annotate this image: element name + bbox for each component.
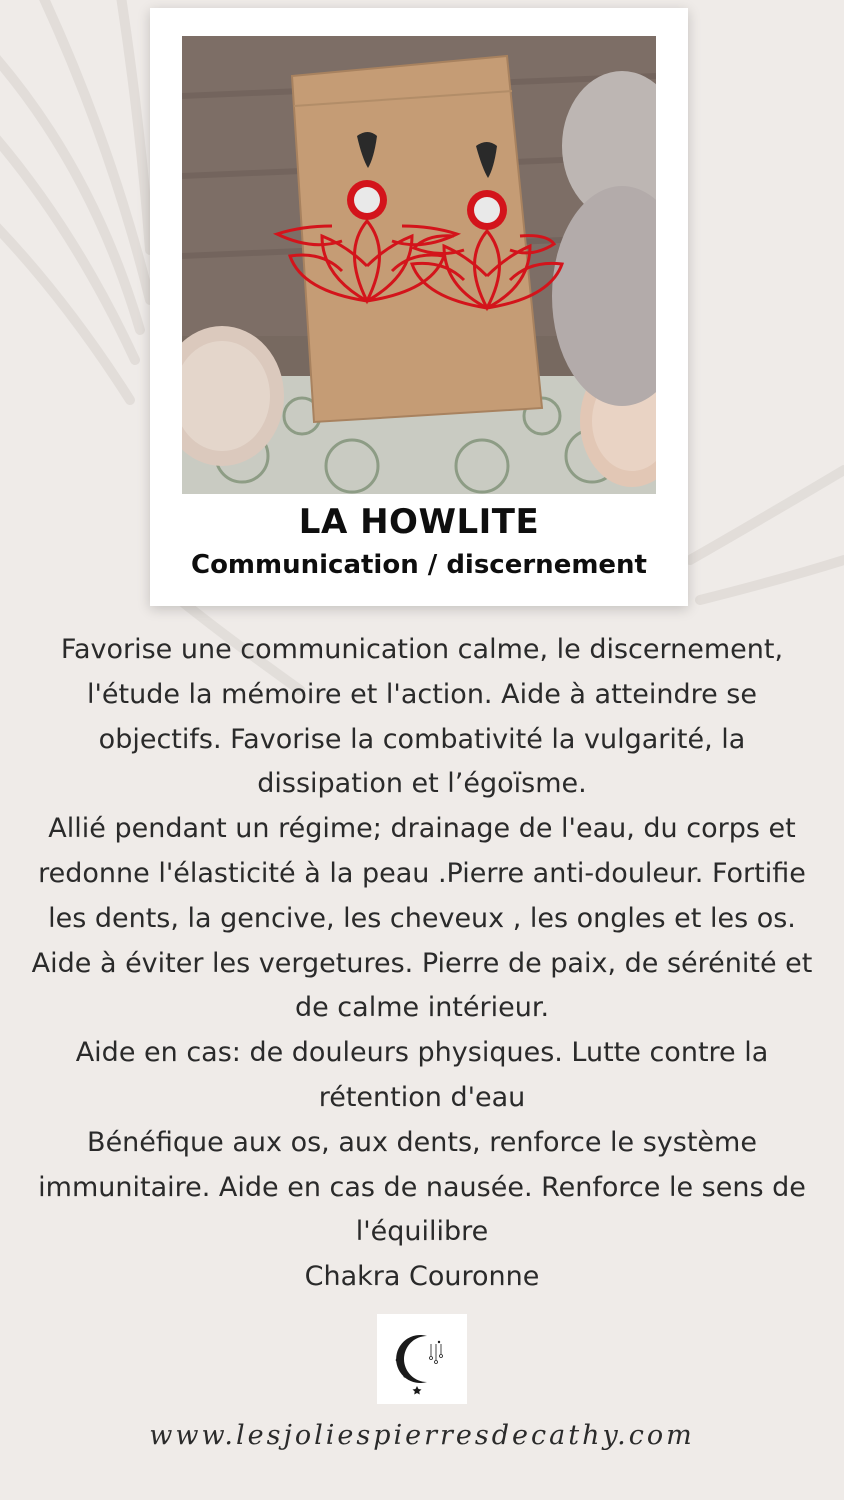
website-url[interactable]: www.lesjoliespierresdecathy.com (149, 1420, 695, 1451)
description-paragraph: Allié pendant un régime; drainage de l'eau, du corps et redonne l'élasticité à la peau .Pierre anti-douleur. Fortifie les dents, la gencive, les cheveux , les ongles et les os. Aide à éviter les vergetures. Pierre de paix, de sérénité et de calme intérieur. (31, 813, 813, 1024)
product-photo (182, 36, 656, 494)
stone-title: LA HOWLITE (298, 502, 540, 542)
chakra-line: Chakra Couronne (304, 1261, 540, 1293)
stone-subtitle: Communication / discernement (190, 550, 647, 580)
stone-description (30, 628, 814, 1300)
brand-logo (377, 1314, 467, 1404)
description-paragraph: Aide en cas: de douleurs physiques. Lutte contre la rétention d'eau (75, 1037, 769, 1113)
moon-logo-icon (377, 1314, 467, 1404)
description-paragraph: Bénéfique aux os, aux dents, renforce le système immunitaire. Aide en cas de nausée. Renforce le sens de l'équilibre (38, 1126, 806, 1248)
polaroid-card (150, 8, 688, 606)
description-paragraph: Favorise une communication calme, le discernement, l'étude la mémoire et l'action. Aide à atteindre se objectifs. Favorise la combativité la vulgarité, la dissipation et l’égoïsme. (60, 634, 784, 800)
